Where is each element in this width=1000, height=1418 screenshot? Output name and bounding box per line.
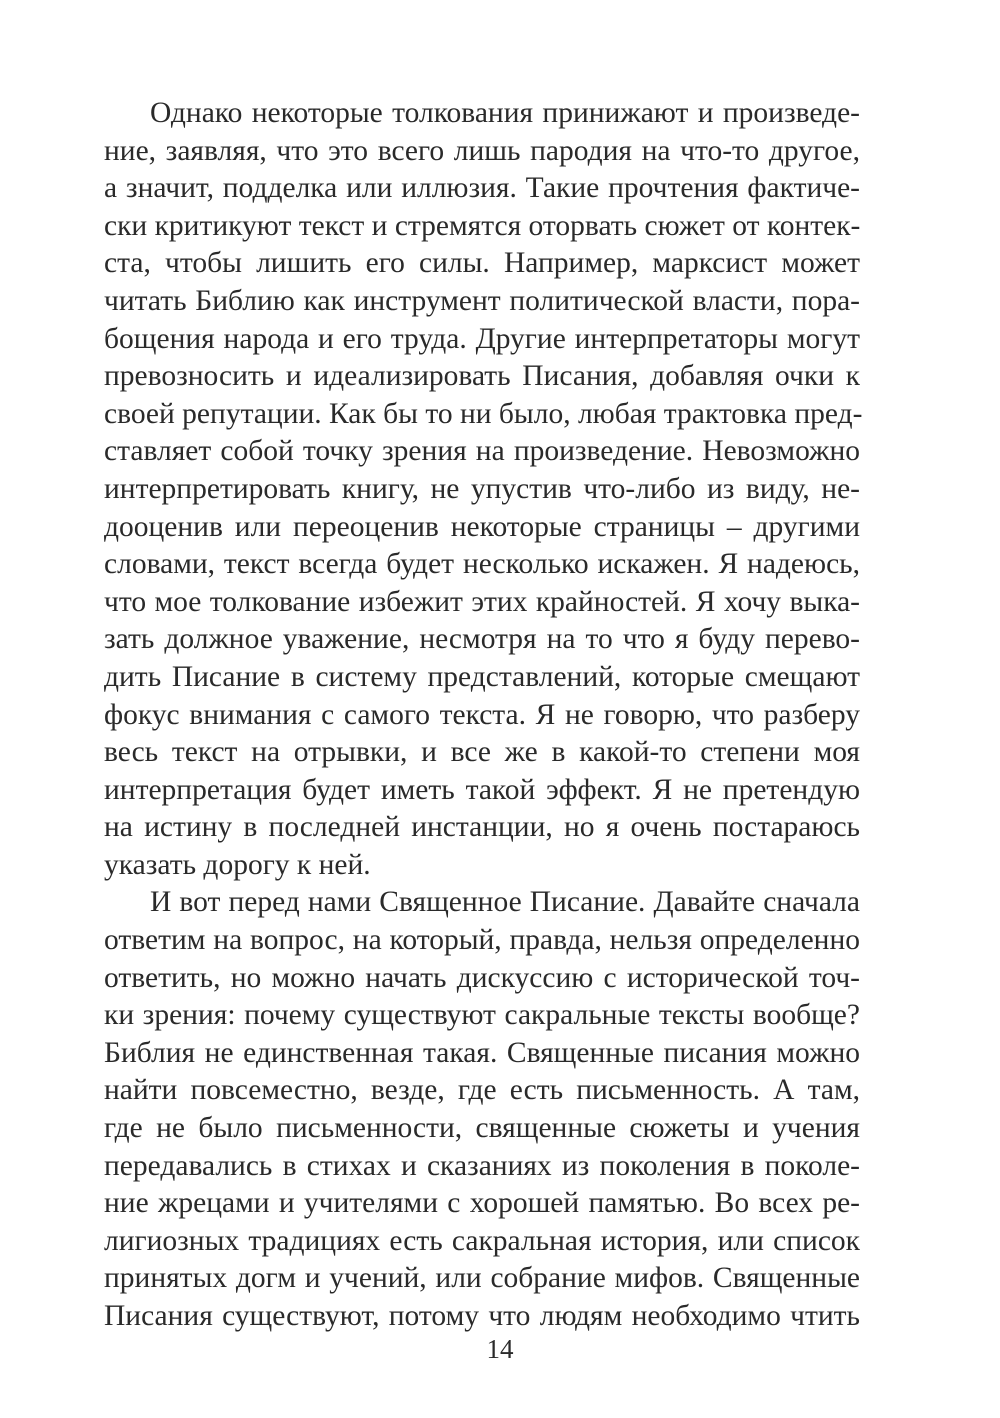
text-line: что мое толкование избежит этих крайностей. Я хочу выка- [104, 585, 860, 618]
text-line: дооценив или переоценив некоторые страницы – другими [104, 510, 860, 543]
text-line: где не было письменности, священные сюжеты и учения [104, 1112, 860, 1145]
text-line: фокус внимания с самого текста. Я не говорю, что разберу [104, 698, 860, 731]
text-line: ответим на вопрос, на который, правда, нельзя определенно [104, 924, 860, 957]
text-line: лигиозных традициях есть сакральная история, или список [104, 1224, 860, 1257]
text-line: найти повсеместно, везде, где есть письменность. А там, [104, 1074, 860, 1107]
text-line: дить Писание в систему представлений, которые смещают [104, 660, 860, 693]
text-line: словами, текст всегда будет несколько искажен. Я надеюсь, [104, 548, 860, 581]
text-line: а значит, подделка или иллюзия. Такие прочтения фактиче- [104, 172, 860, 205]
paragraph [104, 95, 863, 884]
text-line: ски критикуют текст и стремятся оторвать сюжет от контек- [104, 209, 861, 242]
text-line: ста, чтобы лишить его силы. Например, марксист может [104, 247, 860, 280]
text-line: превозносить и идеализировать Писания, добавляя очки к [104, 360, 860, 393]
text-line: ки зрения: почему существуют сакральные тексты вообще? [104, 999, 860, 1032]
text-line: интерпретировать книгу, не упустив что-либо из виду, не- [104, 472, 860, 505]
text-line: зать должное уважение, несмотря на то что я буду перево- [104, 623, 860, 656]
text-line: бощения народа и его труда. Другие интерпретаторы могут [104, 322, 860, 355]
text-line: Однако некоторые толкования принижают и произведе- [150, 97, 860, 129]
text-line: И вот перед нами Священное Писание. Давайте сначала [150, 886, 860, 919]
text-line: Библия не единственная такая. Священные писания можно [104, 1036, 860, 1069]
paragraph [104, 884, 860, 1335]
text-line: ставляет собой точку зрения на произведение. Невозможно [104, 435, 860, 468]
text-line: передавались в стихах и сказаниях из поколения в поколе- [104, 1149, 860, 1182]
text-line: на истину в последней инстанции, но я очень постараюсь [104, 811, 860, 844]
body-text [104, 95, 863, 1336]
text-line: указать дорогу к ней. [104, 848, 371, 881]
text-line: читать Библию как инструмент политической власти, пора- [104, 284, 860, 317]
text-line: ние, заявляя, что это всего лишь пародия на что-то другое, [104, 134, 860, 167]
text-line: интерпретация будет иметь такой эффект. Я не претендую [104, 773, 860, 806]
text-line: ответить, но можно начать дискуссию с исторической точ- [104, 961, 860, 994]
text-line: принятых догм и учений, или собрание мифов. Священные [104, 1262, 860, 1295]
text-line: весь текст на отрывки, и все же в какой-то степени моя [104, 736, 860, 769]
page-number: 14 [486, 1334, 514, 1364]
text-line: своей репутации. Как бы то ни было, любая трактовка пред- [104, 397, 863, 430]
text-line: ние жрецами и учителями с хорошей памятью. Во всех ре- [104, 1187, 860, 1220]
text-line: Писания существуют, потому что людям необходимо чтить [104, 1300, 860, 1332]
